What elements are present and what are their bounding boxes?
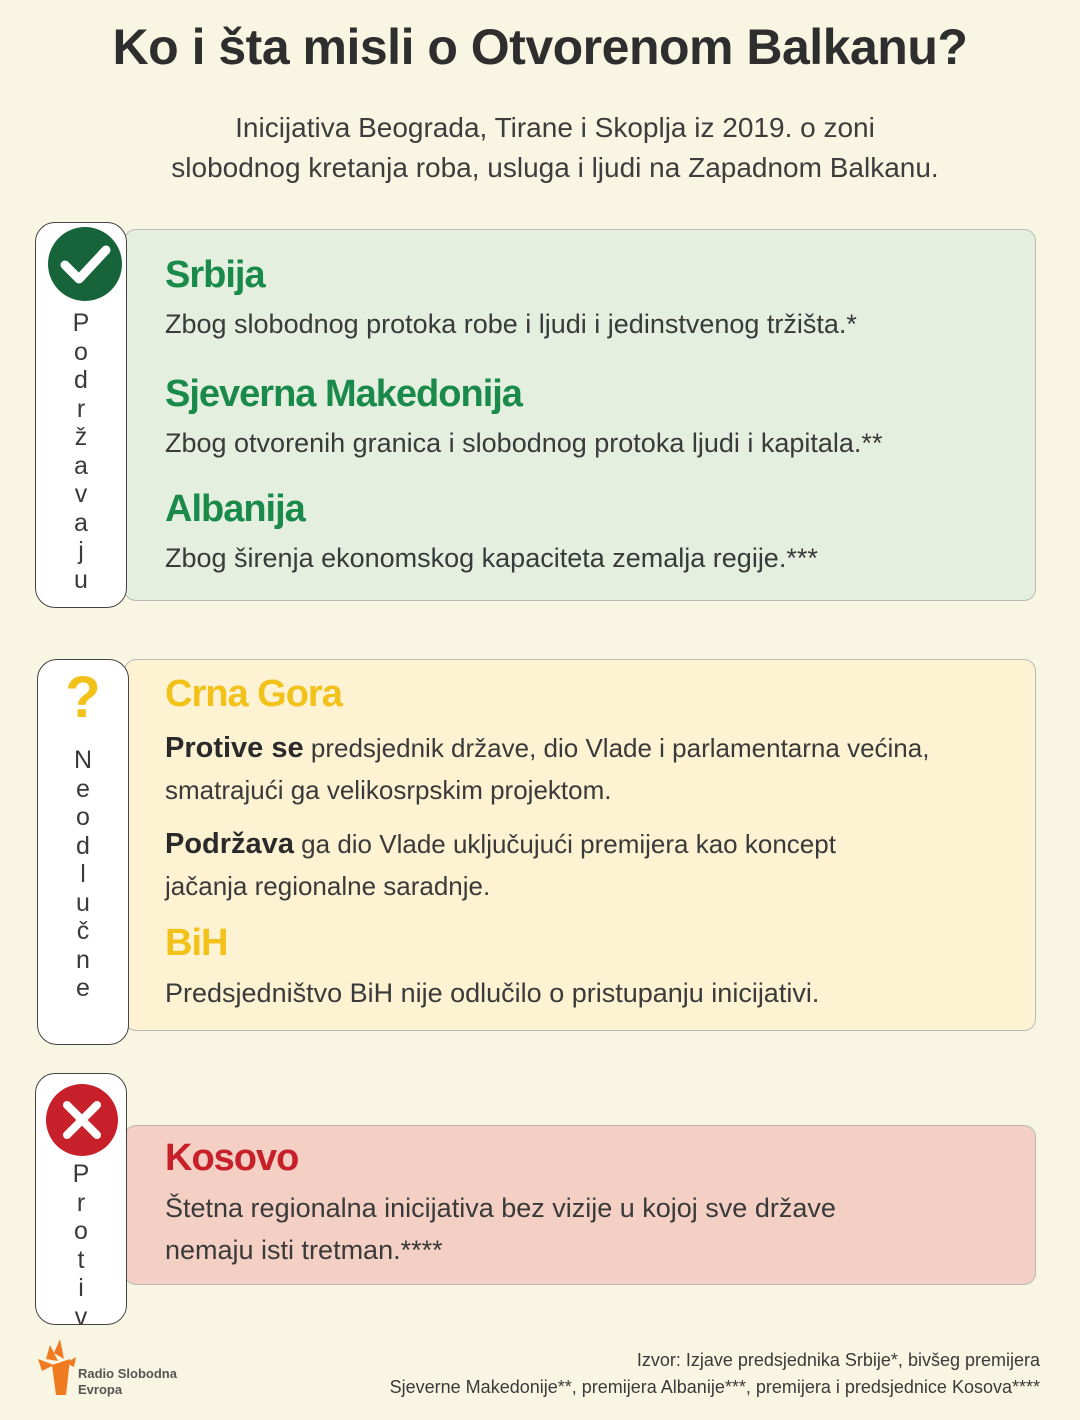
against-tab [35, 1073, 127, 1331]
against-vertical-label: P r o t i v [72, 1160, 90, 1331]
country-serbia: Srbija [165, 254, 265, 296]
support-tab [35, 222, 127, 608]
montenegro-support: Podržava ga dio Vlade uključujući premijera kao koncept jačanja regionalne saradnje. [165, 828, 836, 901]
country-montenegro: Crna Gora [165, 673, 342, 715]
undecided-tab [37, 659, 129, 1045]
montenegro-oppose: Protive se predsjednik države, dio Vlade i parlamentarna većina, smatrajući ga velikosrpskim projektom. [165, 732, 930, 805]
kosovo-reason: Štetna regionalna inicijativa bez vizije u kojoj sve države nemaju isti tretman.**** [165, 1193, 836, 1265]
serbia-reason: Zbog slobodnog protoka robe i ljudi i jedinstvenog tržišta.* [165, 309, 857, 339]
bih-reason: Predsjedništvo BiH nije odlučilo o pristupanju inicijativi. [165, 978, 820, 1008]
subtitle-line-1: Inicijativa Beograda, Tirane i Skoplja iz 2019. o zoni [235, 112, 875, 143]
subtitle [60, 108, 1050, 188]
page-title: Ko i šta misli o Otvorenom Balkanu? [112, 19, 968, 75]
country-albania: Albanija [165, 488, 305, 530]
support-vertical-label: P o d r ž a v a j u [72, 309, 90, 594]
check-icon [46, 225, 124, 303]
country-north-macedonia: Sjeverna Makedonija [165, 373, 522, 415]
north-macedonia-reason: Zbog otvorenih granica i slobodnog protoka ljudi i kapitala.** [165, 428, 883, 458]
rse-logo-text: Radio Slobodna Evropa [78, 1366, 177, 1397]
country-bih: BiH [165, 922, 228, 964]
source-note: Izvor: Izjave predsjednika Srbije*, bivšeg premijera Sjeverne Makedonije**, premijera Albanije***, premijera i predsjednice Kosova**** [389, 1350, 1040, 1397]
question-mark-icon: ? [65, 665, 101, 730]
albania-reason: Zbog širenja ekonomskog kapaciteta zemalja regije.*** [165, 543, 818, 573]
subtitle-line-2: slobodnog kretanja roba, usluga i ljudi na Zapadnom Balkanu. [171, 152, 939, 183]
country-kosovo: Kosovo [165, 1137, 299, 1179]
undecided-vertical-label: N e o d l u č n e [73, 746, 93, 1002]
cross-icon [44, 1082, 120, 1158]
